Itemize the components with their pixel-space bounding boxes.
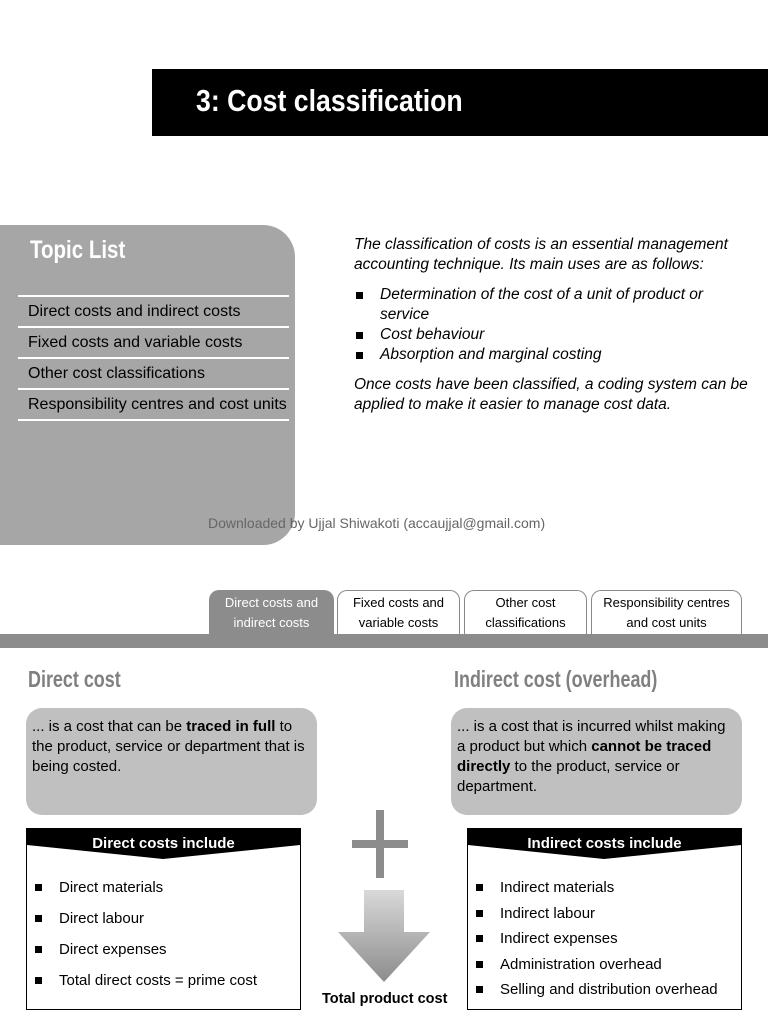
list-item (468, 981, 741, 1007)
direct-item-text: Direct labour (59, 910, 145, 927)
indirect-item-text: Indirect materials (500, 879, 615, 896)
definition-text: ... is a cost that can be (32, 718, 187, 735)
topic-list (18, 295, 289, 421)
topic-list-divider (18, 419, 289, 421)
definition-text: to the product, service or department that is being costed. (32, 718, 305, 775)
intro-bullet-text: Absorption and marginal costing (380, 346, 602, 363)
direct-item-text: Total direct costs = prime cost (59, 972, 257, 989)
intro-bullets (354, 285, 754, 365)
list-item (27, 879, 300, 910)
indirect-item-text: Indirect labour (500, 904, 596, 922)
square-bullet-icon (356, 292, 363, 299)
direct-item-text: Direct materials (59, 879, 164, 896)
tab-label-line2: and cost units (626, 614, 707, 630)
list-item (354, 285, 754, 325)
square-bullet-icon (476, 884, 483, 891)
topic-item-fixed-variable[interactable]: Fixed costs and variable costs (18, 326, 289, 357)
indirect-costs-list (468, 879, 741, 1007)
tab-fixed-variable[interactable] (337, 590, 460, 634)
plus-icon (352, 810, 408, 878)
definition-emphasis: traced in full (186, 718, 276, 735)
topic-item-other-classifications[interactable]: Other cost classifications (18, 357, 289, 388)
direct-cost-heading: Direct cost (28, 666, 121, 692)
indirect-cost-heading: Indirect cost (overhead) (454, 666, 658, 692)
indirect-item-text: Selling and distribution overhead (500, 981, 718, 998)
direct-item-text: Direct expenses (59, 941, 167, 958)
tab-label-line1: Responsibility centres (603, 594, 730, 610)
direct-cost-definition (26, 708, 317, 815)
list-item (468, 905, 741, 931)
list-item (354, 345, 754, 365)
indirect-cost-definition (451, 708, 742, 815)
square-bullet-icon (35, 977, 42, 984)
list-item (468, 956, 741, 982)
indirect-item-text: Administration overhead (500, 955, 662, 973)
indirect-list-heading: Indirect costs include (527, 835, 682, 852)
direct-costs-include-box (26, 828, 301, 1010)
definition-text: to the product, service or department. (457, 758, 680, 795)
definition-text: ... is a cost that is incurred whilst making a product but which (457, 718, 726, 755)
intro-bullet-text: Cost behaviour (380, 326, 485, 343)
list-item (27, 941, 300, 972)
square-bullet-icon (356, 332, 363, 339)
tab-bar-underline (0, 634, 768, 648)
definition-emphasis: cannot be traced directly (457, 738, 712, 775)
intro-text (354, 235, 754, 415)
tab-label-line2: indirect costs (233, 614, 310, 630)
direct-list-heading: Direct costs include (92, 835, 235, 852)
square-bullet-icon (35, 884, 42, 891)
tab-label-line2: classifications (485, 614, 566, 630)
square-bullet-icon (476, 961, 483, 968)
square-bullet-icon (35, 915, 42, 922)
indirect-item-text: Indirect expenses (500, 930, 618, 947)
topic-item-direct-indirect[interactable]: Direct costs and indirect costs (18, 295, 289, 326)
topic-list-heading: Topic List (30, 236, 126, 264)
tab-label-line1: Other cost (495, 594, 556, 610)
list-item (27, 972, 300, 1003)
tab-label-line1: Fixed costs and (352, 594, 445, 610)
down-arrow-icon (336, 890, 432, 982)
intro-bullet-text: Determination of the cost of a unit of product or service (380, 286, 704, 323)
list-item (27, 910, 300, 941)
title-bar (152, 69, 768, 136)
tab-label-line1: Direct costs and (224, 594, 319, 610)
tab-direct-indirect[interactable] (209, 590, 334, 634)
indirect-costs-include-box (467, 828, 742, 1010)
square-bullet-icon (476, 935, 483, 942)
intro-paragraph-1: The classification of costs is an essential management accounting technique. Its main uses are as follows: (354, 236, 728, 273)
total-product-cost-label: Total product cost (322, 991, 448, 1007)
square-bullet-icon (356, 352, 363, 359)
list-item (468, 930, 741, 956)
download-watermark: Downloaded by Ujjal Shiwakoti (accaujjal@gmail.com) (208, 515, 546, 531)
tab-label-line2: variable costs (358, 614, 439, 630)
tab-responsibility-centres[interactable] (591, 590, 742, 634)
square-bullet-icon (476, 910, 483, 917)
intro-paragraph-2: Once costs have been classified, a coding system can be applied to make it easier to manage cost data. (354, 376, 748, 413)
list-item (468, 879, 741, 905)
square-bullet-icon (35, 946, 42, 953)
topic-item-responsibility-centres[interactable]: Responsibility centres and cost units (18, 388, 289, 419)
tab-other-classifications[interactable] (464, 590, 587, 634)
page-title: 3: Cost classification (196, 83, 463, 118)
list-item (354, 325, 754, 345)
direct-costs-list (27, 879, 300, 1003)
square-bullet-icon (476, 986, 483, 993)
